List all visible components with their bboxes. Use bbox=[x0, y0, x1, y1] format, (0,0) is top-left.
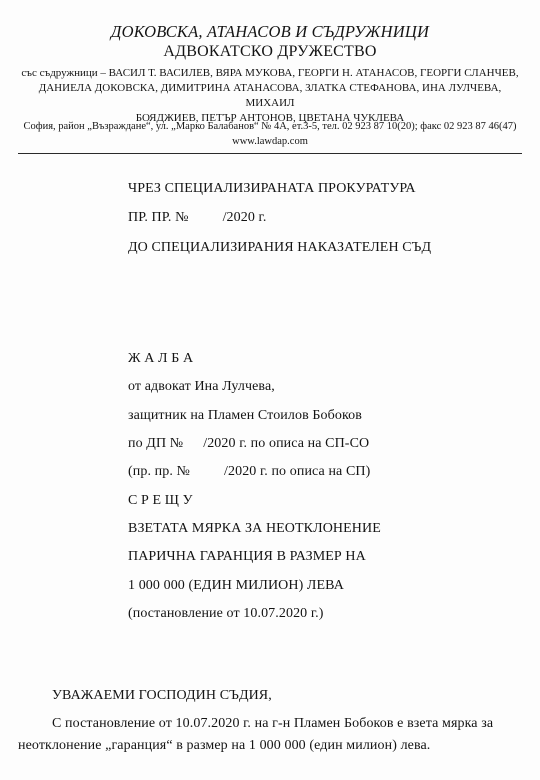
complaint-decree: (постановление от 10.07.2020 г.) bbox=[128, 606, 324, 621]
measure-line: 1 000 000 (ЕДИН МИЛИОН) ЛЕВА bbox=[128, 578, 344, 593]
complaint-against: С Р Е Щ У bbox=[128, 493, 193, 508]
firm-address: София, район „Възраждане“, ул. „Марко Балабанов“ № 4А, ет.3-5, тел. 02 923 87 10(20); факс 02 923 87 46(47) bbox=[23, 121, 517, 132]
dp-prefix: по ДП № bbox=[128, 436, 184, 451]
partners-line: със съдружници – ВАСИЛ Т. ВАСИЛЕВ, ВЯРА МУКОВА, ГЕОРГИ Н. АТАНАСОВ, ГЕОРГИ СЛАНЧЕВ, bbox=[21, 67, 519, 79]
case-prefix: ПР. ПР. № bbox=[128, 210, 189, 225]
dp-suffix: /2020 г. по описа на СП-СО bbox=[203, 436, 370, 451]
pr-suffix: /2020 г. по описа на СП) bbox=[224, 464, 371, 479]
measure-line: ВЗЕТАТА МЯРКА ЗА НЕОТКЛОНЕНИЕ bbox=[128, 521, 381, 536]
letterhead-divider bbox=[18, 153, 522, 154]
partners-line: ДАНИЕЛА ДОКОВСКА, ДИМИТРИНА АТАНАСОВА, ЗЛАТКА СТЕФАНОВА, ИНА ЛУЛЧЕВА, МИХАИЛ bbox=[38, 82, 502, 109]
complaint-from: от адвокат Ина Лулчева, bbox=[128, 379, 275, 394]
salutation: УВАЖАЕМИ ГОСПОДИН СЪДИЯ, bbox=[52, 688, 272, 703]
partners-list bbox=[18, 66, 522, 126]
body-paragraph-line: неотклонение „гаранция“ в размер на 1 000 000 (един милион) лева. bbox=[18, 738, 431, 753]
firm-type: АДВОКАТСКО ДРУЖЕСТВО bbox=[163, 43, 377, 60]
firm-website: www.lawdap.com bbox=[232, 136, 308, 147]
pr-prefix: (пр. пр. № bbox=[128, 464, 191, 479]
firm-name: ДОКОВСКА, АТАНАСОВ И СЪДРУЖНИЦИ bbox=[110, 22, 430, 41]
complaint-dp-number bbox=[128, 436, 369, 452]
addressee-case-number bbox=[128, 210, 266, 226]
partners-line: БОЯДЖИЕВ, ПЕТЪР АНТОНОВ, ЦВЕТАНА ЧУКЛЕВА bbox=[135, 112, 405, 124]
addressee-to: ДО СПЕЦИАЛИЗИРАНИЯ НАКАЗАТЕЛЕН СЪД bbox=[128, 240, 432, 255]
complaint-defender: защитник на Пламен Стоилов Бобоков bbox=[128, 408, 362, 423]
complaint-pr-number bbox=[128, 464, 370, 480]
measure-line: ПАРИЧНА ГАРАНЦИЯ В РАЗМЕР НА bbox=[128, 549, 366, 564]
addressee-via: ЧРЕЗ СПЕЦИАЛИЗИРАНАТА ПРОКУРАТУРА bbox=[128, 181, 416, 196]
complaint-title: Ж А Л Б А bbox=[128, 351, 194, 366]
body-paragraph-line: С постановление от 10.07.2020 г. на г-н Пламен Бобоков е взета мярка за bbox=[52, 716, 494, 731]
case-suffix: /2020 г. bbox=[222, 210, 267, 225]
